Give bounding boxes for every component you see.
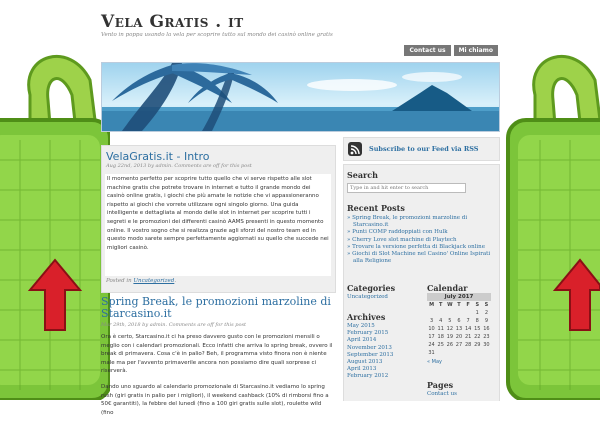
top-navigation <box>404 45 498 56</box>
calendar-week-row <box>427 341 491 349</box>
calendar-day: 2 <box>484 310 489 316</box>
archive-link[interactable]: April 2014 <box>347 337 377 344</box>
weekday-header: M <box>429 302 435 308</box>
archives-heading: Archives <box>347 312 386 322</box>
calendar-day: 20 <box>455 334 463 340</box>
weekday-header: T <box>439 302 443 308</box>
recent-post-link[interactable]: » Giochi di Slot Machine nel Casino' Online Ispirati alla Religione <box>347 251 495 265</box>
weekday-header: T <box>457 302 461 308</box>
post-body <box>101 333 333 424</box>
rss-icon <box>348 142 362 156</box>
posted-in-label: Posted in <box>106 278 132 284</box>
calendar-day <box>445 349 454 357</box>
weekday-header: W <box>447 302 453 308</box>
calendar-day: 19 <box>446 334 454 340</box>
page-container <box>100 0 500 416</box>
calendar-day: 28 <box>464 342 472 348</box>
archive-link[interactable]: September 2013 <box>347 351 394 358</box>
calendar-day: 18 <box>437 334 444 340</box>
calendar-month: July 2017 <box>427 293 491 301</box>
calendar-heading: Calendar <box>427 283 468 293</box>
page-link[interactable]: Contact us <box>427 391 457 397</box>
categories-list <box>347 294 388 301</box>
calendar-prev-link[interactable]: « May <box>427 359 442 365</box>
calendar-day: 17 <box>428 334 435 340</box>
calendar-day: 24 <box>428 342 435 348</box>
calendar-day: 7 <box>466 318 470 324</box>
calendar-week-row <box>427 349 491 357</box>
header-banner <box>101 62 500 132</box>
calendar-day: 11 <box>437 326 444 332</box>
recent-post-link[interactable]: » Trovare la versione perfetta di Blackjack online <box>347 244 495 251</box>
calendar-day: 15 <box>474 326 481 332</box>
recent-post-link[interactable]: » Cherry Love slot machine di Playtech <box>347 237 495 244</box>
category-link[interactable]: Uncategorized <box>133 278 175 284</box>
calendar-day <box>454 309 463 317</box>
calendar-day: 22 <box>474 334 481 340</box>
weekday-header: S <box>475 302 480 308</box>
weekday-header: F <box>466 302 470 308</box>
calendar-day: 8 <box>475 318 479 324</box>
recent-posts-heading: Recent Posts <box>347 203 405 213</box>
calendar-day <box>427 309 436 317</box>
calendar-day: 5 <box>448 318 452 324</box>
calendar-day <box>464 309 473 317</box>
calendar-day: 4 <box>439 318 443 324</box>
calendar-week-row <box>427 317 491 325</box>
calendar-table <box>427 301 491 357</box>
recent-posts-list <box>347 215 495 265</box>
site-title[interactable]: Vela Gratis . it <box>101 12 244 32</box>
left-decoration <box>0 0 110 400</box>
calendar-day: 13 <box>455 326 463 332</box>
calendar-day <box>464 349 473 357</box>
search-input[interactable]: Type in and hit enter to search <box>347 183 466 193</box>
calendar-day: 25 <box>437 342 444 348</box>
post-footer: Posted in Uncategorized. <box>106 278 177 284</box>
recent-post-link[interactable]: » Spring Break, le promozioni marzoline di Starcasino.it <box>347 215 495 229</box>
pages-heading: Pages <box>427 380 454 390</box>
post-body: Il momento perfetto per scoprire tutto quello che vi serve rispetto alle slot machine gratis che potrete trovare in internet e tutto il grande mondo dei casinò online gratis, i giochi che più amate le notizie che vi appassioneranno rispetto ai giochi che vorrete utilizzare ogni singolo giorno. Una guida intelligente e dettagliata al mondo delle slot in internet per scoprire tutti i segreti e le promozioni dei differenti casinò AAMS presenti in questo momento online. Il vostro sogno che si realizza grazie agli sforzi del nostro team ed in questo modo sarete sempre perfettamente aggiornati su quello che succede nei migliori casinò. <box>105 174 331 276</box>
calendar-day: 23 <box>483 334 490 340</box>
calendar-day: 3 <box>429 318 434 324</box>
post-title[interactable]: VelaGratis.it - Intro <box>106 150 210 163</box>
weekday-header: S <box>484 302 489 308</box>
calendar-day: 9 <box>484 318 489 324</box>
calendar-week-row <box>427 325 491 333</box>
calendar-day <box>445 309 454 317</box>
post-meta: Mar 29th, 2018 by admin. Comments are off for this post <box>101 322 247 328</box>
rss-subscribe-link[interactable]: Subscribe to our Feed via RSS <box>369 145 479 153</box>
search-heading: Search <box>347 170 378 180</box>
calendar-day: 21 <box>464 334 472 340</box>
archive-link[interactable]: April 2013 <box>347 366 377 373</box>
nav-contact-us[interactable]: Contact us <box>404 45 450 56</box>
calendar-day: 29 <box>474 342 481 348</box>
rss-subscribe-box[interactable] <box>343 137 500 161</box>
calendar-day <box>454 349 463 357</box>
calendar-day: 27 <box>455 342 463 348</box>
post-meta: Aug 22nd, 2013 by admin. Comments are off for this post <box>106 163 252 169</box>
archive-link[interactable]: November 2013 <box>347 344 392 351</box>
categories-heading: Categories <box>347 283 396 293</box>
nav-mi-chiamo[interactable]: Mi chiamo <box>454 45 498 56</box>
archive-link[interactable]: February 2015 <box>347 330 389 337</box>
calendar-day: 26 <box>446 342 454 348</box>
calendar-day: 12 <box>446 326 454 332</box>
calendar-day: 16 <box>483 326 490 332</box>
calendar-day: 14 <box>464 326 472 332</box>
archives-list <box>347 323 393 381</box>
archive-link[interactable]: May 2015 <box>347 323 375 329</box>
calendar-day <box>473 349 482 357</box>
calendar-week-row <box>427 333 491 341</box>
archive-link[interactable]: February 2012 <box>347 373 389 380</box>
post-paragraph: Ora è certo, Starcasino.it ci ha preso davvero gusto con le promozioni mensili o meglio con i calendari promozionali. Ecco infatti che arriva lo spring break, ovvero il break di primavera. Cosa c'è in palio? Beh, il programma visto finora non è niente male ma per l'avvento primaverile ancora non possiamo dire quali sorprese ci riserverà. <box>101 334 333 375</box>
sidebar <box>343 164 500 401</box>
right-decoration <box>490 0 600 400</box>
calendar-day <box>482 349 491 357</box>
post-intro <box>101 145 336 293</box>
calendar-day: 30 <box>483 342 490 348</box>
calendar-week-row <box>427 309 491 317</box>
calendar-widget <box>427 293 491 366</box>
post-title[interactable]: Spring Break, le promozioni marzoline di Starcasino.it <box>101 295 331 320</box>
recent-post-link[interactable]: » Punti COMP raddoppiati con Hulk <box>347 229 495 236</box>
calendar-day: 31 <box>428 350 435 356</box>
calendar-day: 1 <box>475 310 479 316</box>
pages-list <box>427 391 457 398</box>
calendar-day: 10 <box>428 326 435 332</box>
archive-link[interactable]: August 2013 <box>347 359 383 366</box>
calendar-day <box>436 309 445 317</box>
calendar-day: 6 <box>457 318 461 324</box>
calendar-day <box>436 349 445 357</box>
post-paragraph: Dando uno sguardo al calendario promozionale di Starcasino.it vediamo lo spring rush (giri gratis in palio per i migliori), il weekend cashback (10% di rimborsi fino a 50€ garantiti), la febbre del lunedì (fino a 100 giri gratis sulle slot), roulette wild (fino <box>101 383 329 416</box>
site-description: Vento in poppa usando la vela per scoprire tutto sul mondo dei casinò online gratis <box>101 32 333 38</box>
category-link[interactable]: Uncategorized <box>347 294 388 300</box>
